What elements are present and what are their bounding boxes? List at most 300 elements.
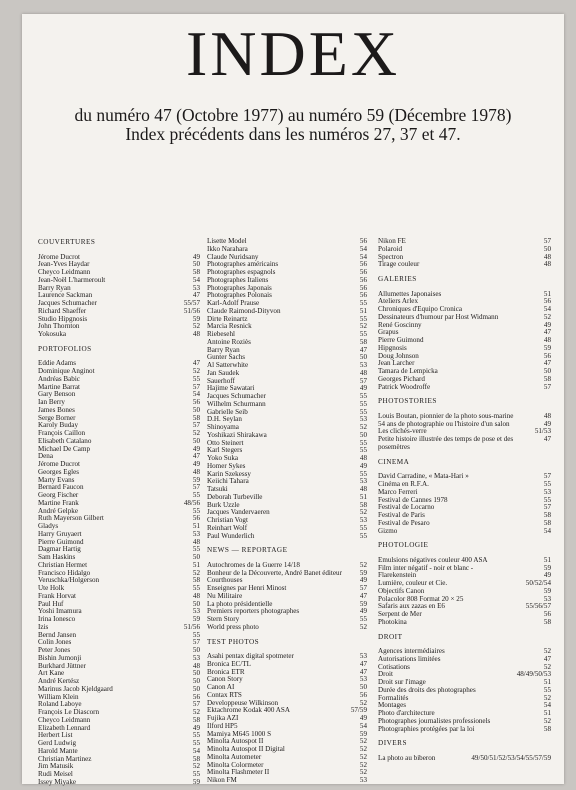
- entry-issue-numbers: 52: [543, 716, 551, 725]
- entry-issue-numbers: 50/52/54: [525, 579, 551, 588]
- index-entry: [207, 624, 367, 632]
- entry-name: Photographes américains: [207, 260, 279, 269]
- entry-name: Bonheur de la Découverte, André Banet éditeur: [207, 568, 342, 577]
- entry-name: Elizabeth Lennard: [38, 723, 91, 732]
- entry-name: Peter Jones: [38, 646, 71, 655]
- entry-name: Ilford HP5: [207, 721, 238, 730]
- index-entry: [38, 779, 200, 787]
- entry-name: Ikko Narahara: [207, 244, 248, 253]
- entry-name: Marco Ferreri: [378, 487, 418, 496]
- entry-issue-numbers: 52: [359, 760, 367, 769]
- entry-issue-numbers: 50: [192, 669, 200, 678]
- entry-issue-numbers: 54: [359, 721, 367, 730]
- entry-name: Sam Haskins: [38, 553, 76, 562]
- entry-issue-numbers: 48: [359, 485, 367, 493]
- index-column-2: [207, 238, 367, 788]
- entry-issue-numbers: 55: [192, 491, 200, 500]
- entry-name: Marcia Resnick: [207, 322, 252, 331]
- entry-issue-numbers: 54: [543, 305, 551, 314]
- entry-name: Minolta Autometer: [207, 752, 262, 761]
- index-entry: [38, 616, 200, 624]
- entry-name: Les clichés-verre: [378, 427, 427, 436]
- entry-issue-numbers: 51: [543, 678, 551, 687]
- entry-name: Jacques Vandervaeren: [207, 508, 270, 517]
- entry-name: Festival de Locarno: [378, 503, 435, 512]
- entry-name: Colin Jones: [38, 638, 72, 647]
- entry-issue-numbers: 55: [192, 739, 200, 748]
- entry-name: Richard Shaeffer: [38, 306, 87, 315]
- entry-issue-numbers: 55: [543, 685, 551, 694]
- entry-name: Cotisations: [378, 662, 410, 671]
- index-section: [378, 397, 551, 451]
- entry-issue-numbers: 57: [359, 376, 367, 385]
- index-section: [38, 345, 200, 787]
- entry-issue-numbers: 49/50/51/52/53/54/55/57/59: [471, 754, 551, 763]
- entry-issue-numbers: 55: [359, 531, 367, 540]
- entry-name: Patrick Woodroffe: [378, 382, 431, 391]
- entry-issue-numbers: 52: [192, 762, 200, 771]
- entry-name: La photo présidentielle: [207, 599, 273, 608]
- entry-issue-numbers: 54: [192, 746, 200, 755]
- entry-name: William Klein: [38, 692, 79, 701]
- entry-issue-numbers: 58: [192, 754, 200, 763]
- entry-name: Wilhelm Schurmann: [207, 399, 266, 408]
- entry-issue-numbers: 50: [192, 260, 200, 269]
- index-column-3: [378, 238, 551, 766]
- index-section: [38, 238, 200, 339]
- entry-name: Paul Wunderlich: [207, 531, 255, 540]
- entry-issue-numbers: 52: [192, 568, 200, 577]
- section-heading: DIVERS: [378, 739, 407, 748]
- entry-issue-numbers: 58: [543, 518, 551, 527]
- entry-issue-numbers: 49: [192, 252, 200, 261]
- entry-name: Michael De Camp: [38, 444, 91, 453]
- index-entry: [38, 446, 200, 454]
- entry-name: Objectifs Canon: [378, 586, 425, 595]
- entry-issue-numbers: 59: [192, 777, 200, 786]
- index-column-1: [38, 238, 200, 790]
- entry-name: Keiichi Tahara: [207, 477, 249, 486]
- entry-name: Photographes Japonais: [207, 283, 272, 292]
- entry-issue-numbers: 59: [359, 599, 367, 608]
- entry-issue-numbers: 55: [192, 630, 200, 639]
- entry-issue-numbers: 52: [359, 508, 367, 517]
- entry-issue-numbers: 52: [359, 322, 367, 331]
- entry-issue-numbers: 55/57: [183, 299, 200, 308]
- entry-name: Christian Vogt: [207, 516, 248, 524]
- entry-issue-numbers: 50: [192, 646, 200, 655]
- entry-name: Agences intermédiaires: [378, 647, 445, 656]
- entry-name: Polacolor 808 Format 20 × 25: [378, 594, 464, 603]
- entry-issue-numbers: 52: [359, 745, 367, 754]
- entry-name: Film inter négatif - noir et blanc -: [378, 563, 474, 572]
- entry-name: Formalités: [378, 693, 409, 702]
- entry-name: Nikon FM: [207, 776, 237, 785]
- index-entry: [378, 246, 551, 254]
- entry-name: Developpeuse Wilkinson: [207, 698, 279, 707]
- entry-issue-numbers: 52: [359, 423, 367, 431]
- index-entry: [207, 777, 367, 785]
- section-heading: PHOTOSTORIES: [378, 397, 437, 406]
- entry-name: Spectron: [378, 252, 404, 261]
- entry-issue-numbers: 55: [359, 407, 367, 416]
- entry-name: Veruschka/Holgerson: [38, 576, 100, 585]
- index-section: [378, 633, 551, 734]
- index-section: [207, 546, 367, 631]
- entry-issue-numbers: 59: [192, 475, 200, 484]
- entry-name: Droit: [378, 670, 393, 679]
- entry-name: Bishin Jumonji: [38, 653, 82, 662]
- entry-name: Christian Hermet: [38, 560, 88, 569]
- entry-name: Karin Szekessy: [207, 469, 251, 478]
- entry-name: Minolta Autospot II Digital: [207, 745, 285, 754]
- entry-name: Issey Miyake: [38, 777, 77, 786]
- entry-name: Sauerhoff: [207, 376, 235, 385]
- entry-name: André Gelpke: [38, 506, 78, 515]
- entry-name: Jacques Schumacher: [207, 392, 266, 400]
- entry-name: Claude Raimond-Dityvon: [207, 306, 281, 315]
- entry-issue-numbers: 59: [543, 586, 551, 595]
- entry-issue-numbers: 49: [543, 320, 551, 329]
- entry-issue-numbers: 58: [192, 576, 200, 585]
- index-entry: [378, 755, 551, 763]
- entry-name: Festival de Pesaro: [378, 518, 430, 527]
- entry-name: John Thornton: [38, 322, 80, 331]
- index-entry: [378, 261, 551, 269]
- entry-issue-numbers: 55: [543, 480, 551, 489]
- entry-name: Georges Egles: [38, 467, 80, 476]
- entry-name: Premiers reporters photographes: [207, 607, 300, 616]
- index-entry: [378, 384, 551, 392]
- section-heading: GALERIES: [378, 275, 417, 283]
- entry-name: Riebesehl: [207, 330, 235, 338]
- entry-issue-numbers: 48: [359, 454, 367, 462]
- entry-name: Courthouses: [207, 576, 243, 585]
- entry-issue-numbers: 58: [359, 337, 367, 346]
- entry-issue-numbers: 55: [359, 314, 367, 323]
- entry-issue-numbers: 51: [192, 522, 200, 531]
- entry-name: Martine Frank: [38, 498, 79, 507]
- entry-issue-numbers: 47: [543, 435, 551, 444]
- entry-name: Enseignes par Henri Minost: [207, 584, 287, 593]
- entry-issue-numbers: 54: [359, 252, 367, 261]
- entry-name: Al Satterwhite: [207, 361, 249, 369]
- entry-name: Pierre Guimond: [38, 537, 84, 546]
- entry-name: Francisco Hidalgo: [38, 568, 91, 577]
- entry-name: Louis Boutan, pionnier de la photo sous-marine: [378, 411, 514, 420]
- entry-name: Antoine Roziès: [207, 337, 251, 346]
- entry-name: Gerd Ludwig: [38, 739, 77, 748]
- entry-name: Cinéma en R.F.A.: [378, 480, 429, 489]
- entry-name: Tatsuki: [207, 485, 228, 493]
- entry-name: Festival de Cannes 1978: [378, 495, 448, 504]
- entry-issue-numbers: 55: [359, 399, 367, 408]
- entry-issue-numbers: 55: [359, 299, 367, 307]
- subtitle-line-2: Index précédents dans les numéros 27, 37 et 47.: [125, 124, 461, 144]
- entry-issue-numbers: 48: [543, 336, 551, 345]
- index-entry: [378, 726, 551, 734]
- entry-name: Canon Story: [207, 675, 243, 684]
- entry-name: Martine Barrat: [38, 382, 80, 391]
- entry-name: Montages: [378, 701, 406, 710]
- section-heading: PHOTOLOGIE: [378, 541, 429, 550]
- entry-issue-numbers: 53: [192, 607, 200, 616]
- entry-issue-numbers: 47: [359, 345, 367, 354]
- entry-name: Bronica EC/TL: [207, 659, 251, 668]
- section-heading: PORTOFOLIOS: [38, 344, 92, 353]
- entry-name: Karl Stegers: [207, 446, 243, 455]
- entry-issue-numbers: 48: [192, 330, 200, 339]
- entry-issue-numbers: 48: [359, 368, 367, 377]
- entry-name: Yoshi Imamura: [38, 607, 82, 616]
- entry-name: Jim Matusik: [38, 762, 74, 771]
- entry-name: Photokina: [378, 617, 407, 626]
- entry-name: Yoshikazi Shirakawa: [207, 430, 267, 439]
- entry-issue-numbers: 54: [192, 275, 200, 284]
- entry-name: Deborah Turbeville: [207, 492, 263, 501]
- section-heading: CINEMA: [378, 457, 410, 466]
- entry-issue-numbers: 57: [543, 382, 551, 391]
- entry-name: Andréas Babic: [38, 374, 80, 383]
- entry-name: Claude Nuridsany: [207, 252, 259, 261]
- entry-name: Tamara de Lempicka: [378, 367, 438, 376]
- entry-name: Minolta Colormeter: [207, 760, 264, 769]
- entry-issue-numbers: 51: [359, 306, 367, 315]
- entry-issue-numbers: 56: [359, 291, 367, 300]
- entry-issue-numbers: 50: [192, 677, 200, 686]
- entry-issue-numbers: 49: [359, 461, 367, 470]
- index-entry: [378, 238, 551, 246]
- section-heading: NEWS — REPORTAGE: [207, 546, 288, 555]
- entry-name: Doug Johnson: [378, 351, 419, 360]
- entry-issue-numbers: 59: [192, 314, 200, 323]
- entry-issue-numbers: 58: [359, 500, 367, 509]
- entry-issue-numbers: 56: [192, 514, 200, 523]
- entry-issue-numbers: 56: [359, 275, 367, 284]
- entry-name: Jean-Noël L'harmeroult: [38, 275, 106, 284]
- entry-issue-numbers: 49: [192, 723, 200, 732]
- index-entry: [38, 515, 200, 523]
- entry-name: Dominique Anginot: [38, 367, 95, 376]
- entry-name: Jean Larcher: [378, 359, 415, 368]
- entry-issue-numbers: 57: [192, 638, 200, 647]
- entry-name: Burkhard Jüttner: [38, 661, 86, 670]
- entry-name: Art Kane: [38, 669, 65, 678]
- entry-name: Georges Pichard: [378, 374, 425, 383]
- entry-issue-numbers: 51/56: [183, 622, 200, 631]
- entry-issue-numbers: 49: [192, 444, 200, 453]
- entry-name: Canon AI: [207, 683, 235, 692]
- entry-issue-numbers: 55: [359, 446, 367, 455]
- entry-issue-numbers: 53: [359, 415, 367, 424]
- entry-name: Jacques Schumacher: [38, 299, 97, 308]
- entry-issue-numbers: 53: [192, 529, 200, 538]
- entry-issue-numbers: 51: [543, 555, 551, 564]
- entry-issue-numbers: 50: [359, 353, 367, 362]
- entry-name: Photographes espagnols: [207, 268, 276, 276]
- entry-name: Mamiya M645 1000 S: [207, 729, 272, 738]
- entry-issue-numbers: 57: [192, 700, 200, 709]
- entry-issue-numbers: 58: [543, 374, 551, 383]
- entry-name: Gunter Sachs: [207, 353, 246, 362]
- index-section: [378, 238, 551, 269]
- entry-name: Minolta Flashmeter II: [207, 768, 270, 777]
- entry-issue-numbers: 56: [359, 260, 367, 269]
- entry-name: René Goscinny: [378, 320, 422, 329]
- entry-issue-numbers: 53: [543, 487, 551, 496]
- entry-name: Otto Steinert: [207, 438, 244, 447]
- section-heading: TEST PHOTOS: [207, 637, 260, 646]
- entry-issue-numbers: 58: [192, 268, 200, 277]
- entry-issue-numbers: 50: [192, 553, 200, 562]
- entry-name: La photo au biberon: [378, 754, 436, 763]
- entry-name: Lisette Model: [207, 237, 247, 245]
- entry-issue-numbers: 51/53: [534, 427, 551, 436]
- entry-issue-numbers: 59: [192, 615, 200, 624]
- entry-name: Photographes Polonais: [207, 291, 272, 300]
- entry-issue-numbers: 50: [192, 436, 200, 445]
- entry-name: Karoly Buday: [38, 421, 78, 430]
- entry-issue-numbers: 55: [192, 731, 200, 740]
- entry-issue-numbers: 52: [192, 429, 200, 438]
- entry-issue-numbers: 56: [359, 690, 367, 699]
- entry-name: Safaris aux zazas en E6: [378, 602, 445, 611]
- entry-name: Photographes journalistes professionels: [378, 716, 491, 725]
- index-entry: [207, 533, 367, 541]
- entry-name: Laurence Sackman: [38, 291, 93, 300]
- entry-issue-numbers: 57: [543, 503, 551, 512]
- entry-name: Bernd Jansen: [38, 630, 77, 639]
- entry-name: Polaroid: [378, 244, 403, 253]
- entry-issue-numbers: 48: [543, 260, 551, 269]
- entry-issue-numbers: 47: [192, 291, 200, 300]
- entry-name: Reinhart Wolf: [207, 523, 248, 532]
- entry-issue-numbers: 53: [192, 283, 200, 292]
- index-entry: [378, 520, 551, 528]
- entry-issue-numbers: 50: [192, 599, 200, 608]
- entry-name: Fujika AZI: [207, 714, 239, 723]
- entry-issue-numbers: 47: [192, 452, 200, 461]
- entry-issue-numbers: 55: [192, 545, 200, 554]
- entry-issue-numbers: 56: [192, 692, 200, 701]
- entry-name: Stern Story: [207, 615, 240, 624]
- entry-issue-numbers: 47: [192, 359, 200, 368]
- entry-issue-numbers: 50: [543, 367, 551, 376]
- entry-name: Pierre Guimond: [378, 336, 424, 345]
- entry-name: Studio Hipgnosis: [38, 314, 88, 323]
- entry-issue-numbers: 57: [543, 472, 551, 481]
- entry-issue-numbers: 59: [359, 729, 367, 738]
- entry-issue-numbers: 55: [543, 495, 551, 504]
- entry-issue-numbers: 50: [359, 430, 367, 439]
- entry-issue-numbers: 48: [192, 537, 200, 546]
- entry-name: James Bones: [38, 405, 75, 414]
- entry-name: Dessinateurs d'humour par Host Widmann: [378, 312, 499, 321]
- entry-issue-numbers: 52: [543, 662, 551, 671]
- entry-issue-numbers: 49: [359, 607, 367, 616]
- entry-name: Autorisations limitées: [378, 654, 441, 663]
- entry-issue-numbers: 56: [359, 237, 367, 245]
- entry-name: François Caillon: [38, 429, 86, 438]
- entry-name: Allumettes Japonaises: [378, 289, 442, 298]
- entry-issue-numbers: 53: [192, 653, 200, 662]
- index-section: [378, 739, 551, 762]
- entry-issue-numbers: 52: [192, 322, 200, 331]
- entry-name: Nu Militaire: [207, 591, 243, 600]
- entry-issue-numbers: 53: [359, 652, 367, 661]
- entry-issue-numbers: 56: [543, 610, 551, 619]
- entry-name: Petite histoire illustrée des temps de pose et des posemètres: [378, 435, 514, 451]
- magazine-page: [22, 14, 564, 784]
- entry-issue-numbers: 50: [359, 683, 367, 692]
- entry-name: Yoko Suka: [207, 454, 239, 462]
- entry-name: Georg Fischer: [38, 491, 79, 500]
- entry-name: David Carradine, « Mata-Hari »: [378, 472, 469, 481]
- entry-issue-numbers: 55: [192, 506, 200, 515]
- entry-issue-numbers: 58: [192, 413, 200, 422]
- entry-name: Gizmo: [378, 526, 398, 535]
- entry-name: Gladys: [38, 522, 59, 531]
- entry-issue-numbers: 56: [543, 297, 551, 306]
- page-title: INDEX: [185, 18, 401, 89]
- entry-issue-numbers: 48: [192, 591, 200, 600]
- entry-issue-numbers: 53: [359, 516, 367, 524]
- entry-name: Herbert List: [38, 731, 73, 740]
- entry-name: Yokosuka: [38, 330, 67, 339]
- entry-issue-numbers: 49: [543, 419, 551, 428]
- entry-issue-numbers: 58: [543, 617, 551, 626]
- entry-issue-numbers: 51: [543, 709, 551, 718]
- entry-name: Hajime Sawatari: [207, 384, 255, 393]
- entry-issue-numbers: 57: [359, 584, 367, 593]
- index-entry: [378, 528, 551, 536]
- entry-name: Ateliers Arlex: [378, 297, 418, 306]
- entry-issue-numbers: 57: [192, 382, 200, 391]
- entry-name: Grapus: [378, 328, 399, 337]
- entry-name: Cheyco Leidmann: [38, 715, 91, 724]
- entry-issue-numbers: 57/59: [350, 706, 367, 715]
- entry-name: Nikon FE: [378, 237, 406, 245]
- entry-name: Dagmar Hartig: [38, 545, 81, 554]
- entry-name: Ruth Mayerson Gilbert: [38, 514, 104, 523]
- entry-issue-numbers: 48: [543, 411, 551, 420]
- entry-name: Lumière, couleur et Cie.: [378, 579, 448, 588]
- entry-issue-numbers: 57: [192, 483, 200, 492]
- entry-issue-numbers: 50: [192, 405, 200, 414]
- section-heading: DROIT: [378, 632, 403, 641]
- entry-issue-numbers: 57: [543, 237, 551, 245]
- entry-issue-numbers: 58: [192, 715, 200, 724]
- entry-name: Asahi pentax digital spotmeter: [207, 652, 294, 661]
- entry-issue-numbers: 48: [192, 467, 200, 476]
- index-section: [378, 275, 551, 391]
- entry-issue-numbers: 52: [359, 622, 367, 631]
- entry-name: D.H. Seylan: [207, 415, 242, 424]
- entry-issue-numbers: 47: [543, 359, 551, 368]
- entry-issue-numbers: 52: [359, 698, 367, 707]
- entry-name: Roland Laboye: [38, 700, 82, 709]
- entry-name: Frank Horvat: [38, 591, 77, 600]
- entry-issue-numbers: 48/49/50/53: [516, 670, 551, 679]
- entry-issue-numbers: 53: [359, 477, 367, 486]
- entry-name: Bernard Faucon: [38, 483, 84, 492]
- entry-name: Photographies protégées par la loi: [378, 724, 475, 733]
- entry-name: Chroniques d'Equipo Cronica: [378, 305, 463, 314]
- entry-name: Homer Sykes: [207, 461, 246, 470]
- entry-issue-numbers: 56: [359, 268, 367, 276]
- entry-issue-numbers: 55: [359, 392, 367, 400]
- entry-name: Harry Gruyaert: [38, 529, 82, 538]
